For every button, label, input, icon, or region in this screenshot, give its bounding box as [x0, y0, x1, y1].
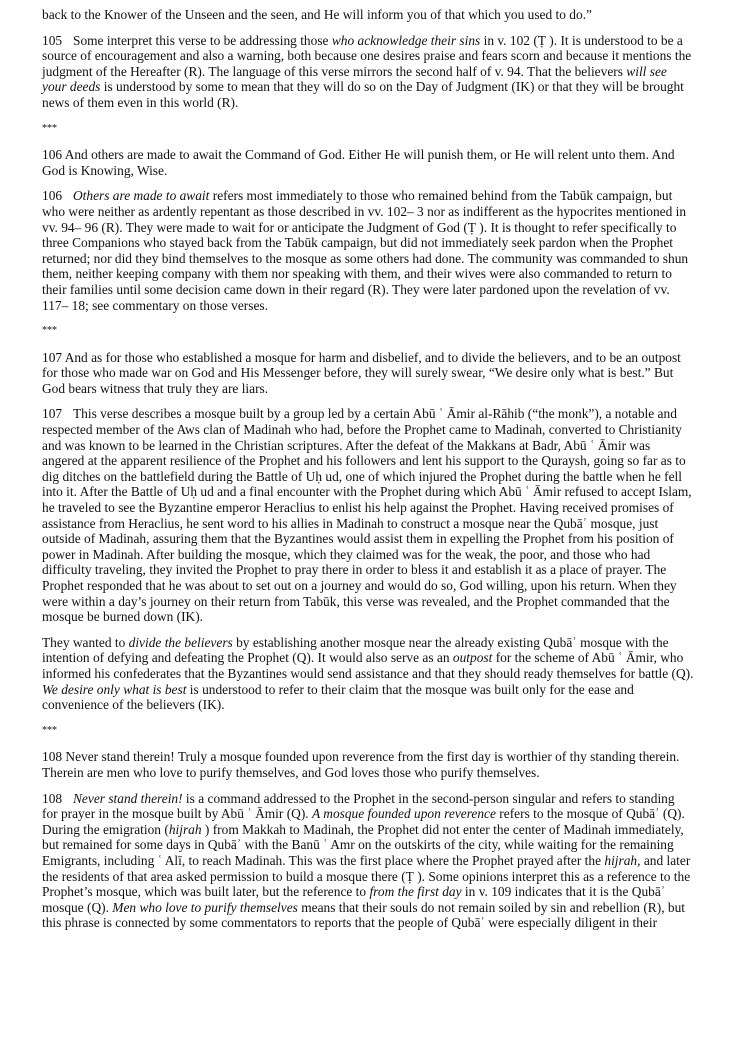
text-run: for prayer in the mosque built by Abū ʿ Āmir (Q). [42, 806, 312, 822]
text-line [42, 220, 710, 236]
commentary-paragraph [42, 406, 710, 624]
text-run: in v. 102 (Ṭ ). It is understood to be a [480, 32, 683, 48]
text-line [42, 516, 710, 532]
text-run: source of encouragement and also a warning, both because one desires praise and fears scorn and because it mentions the [42, 48, 692, 64]
text-line [42, 500, 710, 516]
text-run: 107 And as for those who established a mosque for harm and disbelief, and to divide the believers, and to be an outpost [42, 349, 681, 365]
text-run: who were neither as ardently repentant as those described in vv. 102– 3 nor as indifferent as the hypocrites mentioned in [42, 203, 687, 219]
text-line [42, 547, 710, 563]
section-separator: *** [42, 122, 57, 134]
commentary-paragraph [42, 33, 710, 111]
italic-quote: Never stand therein! [73, 790, 183, 806]
text-run: three Companions who stayed back from the Tabūk campaign, but did not immediately seek pardon when the Prophet [42, 235, 674, 251]
text-run: mosque (Q). [42, 899, 113, 915]
document-page [42, 7, 710, 941]
text-line [42, 609, 710, 625]
text-line [42, 365, 710, 381]
text-line [42, 822, 710, 838]
text-run: is understood to refer to their claim that the mosque was built only for the ease and [186, 681, 634, 697]
text-line [42, 837, 710, 853]
text-run: were within a day’s journey on their return from Tabūk, this verse was revealed, and the Prophet commanded that the [42, 593, 670, 609]
text-line [42, 594, 710, 610]
text-run: their families until some decision came down in their regard (R). They were later pardoned upon the revelation of vv. [42, 281, 670, 297]
text-line [42, 266, 710, 282]
italic-quote: A mosque founded upon reverence [312, 806, 496, 822]
text-run: back to the Knower of the Unseen and the seen, and He will inform you of that which you used to do.” [42, 7, 592, 22]
paragraph [42, 635, 710, 713]
text-line [42, 235, 710, 251]
text-run: he traveled to see the Byzantine emperor Heraclius to enlist his help against the Prophet. Having received promises of [42, 500, 674, 516]
text-run: 108 Never stand therein! Truly a mosque founded upon reverence from the first day is worthier of thy standing therein. [42, 749, 680, 765]
text-line [42, 95, 710, 111]
text-run: them, neither keeping company with them nor speaking with them, and their wives were also commanded to return to [42, 266, 672, 282]
italic-quote: Others are made to await [73, 188, 210, 204]
text-run: the residents of that area asked permission to build a mosque there (Ṭ ). Some opinions interpret this as a reference to the [42, 868, 691, 884]
italic-quote: from the first day [369, 884, 462, 900]
text-line [42, 251, 710, 267]
text-run: God is Knowing, Wise. [42, 162, 168, 178]
commentary-verse-number: 107 [42, 406, 63, 422]
text-line [42, 282, 710, 298]
text-line [42, 562, 710, 578]
commentary-verse-number: 106 [42, 188, 63, 204]
text-run: difficulty traveling, they invited the Prophet to pray there in order to bless it and establish it as a place of prayer. The [42, 562, 667, 578]
text-line [42, 7, 710, 23]
text-run: angered at the apparent resilience of the Prophet and his followers and lent his support to the Quraysh, going so far as to [42, 453, 686, 469]
section-separator: *** [42, 724, 57, 736]
commentary-verse-number: 108 [42, 790, 63, 806]
text-run: is a command addressed to the Prophet in the second-person singular and refers to standing [182, 790, 675, 806]
text-run: Some interpret this verse to be addressing those [73, 32, 332, 48]
text-run: into it. After the Battle of Uḥ ud and a final encounter with the Prophet during which Abū ʿ Āmir refused to accept Islam, [42, 484, 692, 500]
text-line [42, 900, 710, 916]
text-run: assistance from Heraclius, he sent word to his allies in Madinah to construct a mosque near the Qubāʾ mosque, just [42, 515, 659, 531]
italic-quote: We desire only what is best [42, 681, 187, 697]
text-line [42, 650, 710, 666]
text-run: refers to the mosque of Qubāʾ (Q). [495, 806, 685, 822]
text-run: news of them even in this world (R). [42, 94, 239, 110]
text-line [42, 915, 710, 931]
text-run: Prophet responded that he was about to set out on a journey and would do so, God willing, upon his return. When they [42, 578, 677, 593]
commentary-paragraph [42, 791, 710, 931]
text-line [42, 79, 710, 95]
text-line [42, 298, 710, 314]
italic-quote: hijrah, [604, 852, 641, 868]
text-line [42, 33, 710, 49]
text-line [42, 469, 710, 485]
text-run: in v. 109 indicates that it is the Qubāʾ [461, 884, 666, 900]
text-run: informed his confederates that the Byzantines would send assistance and that they should ready themselves for battle (Q). [42, 665, 694, 681]
text-run: by establishing another mosque near the already existing Qubāʾ mosque with the [232, 634, 669, 650]
text-line [42, 64, 710, 80]
italic-quote: Men who love to purify themselves [112, 899, 298, 915]
italic-quote: your deeds [42, 79, 101, 95]
text-line [42, 635, 710, 651]
text-line [42, 791, 710, 807]
italic-quote: divide the believers [128, 634, 233, 650]
text-run: convenience of the believers (IK). [42, 697, 225, 713]
text-run: judgment of the Hereafter (R). The language of this verse mirrors the second half of v. 94. That the believers [42, 63, 627, 79]
text-run: means that their souls do not remain soiled by sin and rebellion (R), but [297, 899, 686, 915]
text-run: Emigrants, including ʿ Alī, to reach Madinah. This was the first place where the Prophet prayed after the [42, 852, 605, 868]
italic-quote: hijrah [168, 821, 202, 837]
text-run: but remained for some days in Qubāʾ with the Banū ʿ Amr on the outskirts of the city, while waiting for the remaining [42, 837, 674, 853]
text-run: mosque be burned down (IK). [42, 609, 204, 625]
verse-translation [42, 350, 710, 397]
text-line [42, 188, 710, 204]
text-line [42, 682, 710, 698]
text-line [42, 765, 710, 781]
verse-translation [42, 147, 710, 178]
text-line [42, 853, 710, 869]
text-run: respected member of the Aws clan of Madinah who had, before the Prophet came to Madinah, converted to Christianity [42, 422, 682, 438]
text-line [42, 578, 710, 594]
text-run: intention of defying and defeating the Prophet (Q). It would also serve as an [42, 650, 453, 666]
text-line [42, 531, 710, 547]
text-run: dig ditches on the battlefield during the Battle of Uḥ ud, one of which injured the Prophet during the battle when he fell [42, 468, 682, 484]
text-run: Therein are men who love to purify themselves, and God loves those who purify themselves. [42, 764, 540, 780]
text-run: Prophet’s mosque, which was built later, but the reference to [42, 884, 370, 900]
text-run: returned; nor did they bind themselves to the mosque as some others had done. The community was commanded to shun [42, 250, 689, 266]
text-run: for the scheme of Abū ʿ Āmir, who [492, 650, 684, 666]
italic-quote: who acknowledge their sins [331, 32, 481, 48]
text-run: power in Madinah. After building the mosque, which they claimed was for the weak, the poor, and those who had [42, 546, 651, 562]
italic-quote: will see [626, 63, 667, 79]
text-line [42, 381, 710, 397]
text-line [42, 484, 710, 500]
text-run: 117– 18; see commentary on those verses. [42, 297, 268, 313]
text-run: 106 And others are made to await the Command of God. Either He will punish them, or He will relent unto them. And [42, 147, 675, 163]
text-run: This verse describes a mosque built by a group led by a certain Abū ʿ Āmir al-Rāhib (“the monk”), a notable and [73, 406, 677, 422]
text-run: outside of Madinah, assuring them that the Byzantines would assist them in expelling the Prophet from his position of [42, 531, 674, 547]
text-run: During the emigration ( [42, 821, 169, 837]
section-separator: *** [42, 325, 57, 337]
text-line [42, 884, 710, 900]
text-run: and was known to be learned in the Christian scriptures. After the defeat of the Makkans at Badr, Abū ʿ Āmir was [42, 437, 651, 453]
text-run: refers most immediately to those who remained behind from the Tabūk campaign, but [209, 188, 673, 204]
text-line [42, 697, 710, 713]
text-run: ) from Makkah to Madinah, the Prophet did not enter the center of Madinah immediately, [201, 821, 684, 837]
verse-translation [42, 749, 710, 780]
paragraph [42, 7, 710, 23]
text-line [42, 869, 710, 885]
text-line [42, 453, 710, 469]
commentary-paragraph [42, 188, 710, 313]
text-line [42, 204, 710, 220]
text-run: They wanted to [42, 634, 129, 650]
text-line [42, 48, 710, 64]
text-run: this phrase is connected by some commentators to reports that the people of Qubāʾ were especially diligent in their [42, 915, 658, 931]
text-line [42, 350, 710, 366]
text-run: vv. 94– 96 (R). They were made to wait for or anticipate the Judgment of God (Ṭ ). It is thought to refer specifically to [42, 219, 677, 235]
text-line [42, 163, 710, 179]
text-line [42, 422, 710, 438]
text-run: is understood by some to mean that they will do so on the Day of Judgment (IK) or that they will be brought [100, 79, 684, 95]
text-line [42, 666, 710, 682]
text-line [42, 806, 710, 822]
text-run: God bears witness that truly they are liars. [42, 380, 269, 396]
italic-quote: outpost [452, 650, 493, 666]
text-run: for those who made war on God and His Messenger before, they will surely swear, “We desire only what is best.” But [42, 365, 674, 381]
text-line [42, 147, 710, 163]
text-line [42, 438, 710, 454]
text-line [42, 749, 710, 765]
text-run: and later [640, 852, 691, 868]
text-line [42, 406, 710, 422]
commentary-verse-number: 105 [42, 32, 63, 48]
